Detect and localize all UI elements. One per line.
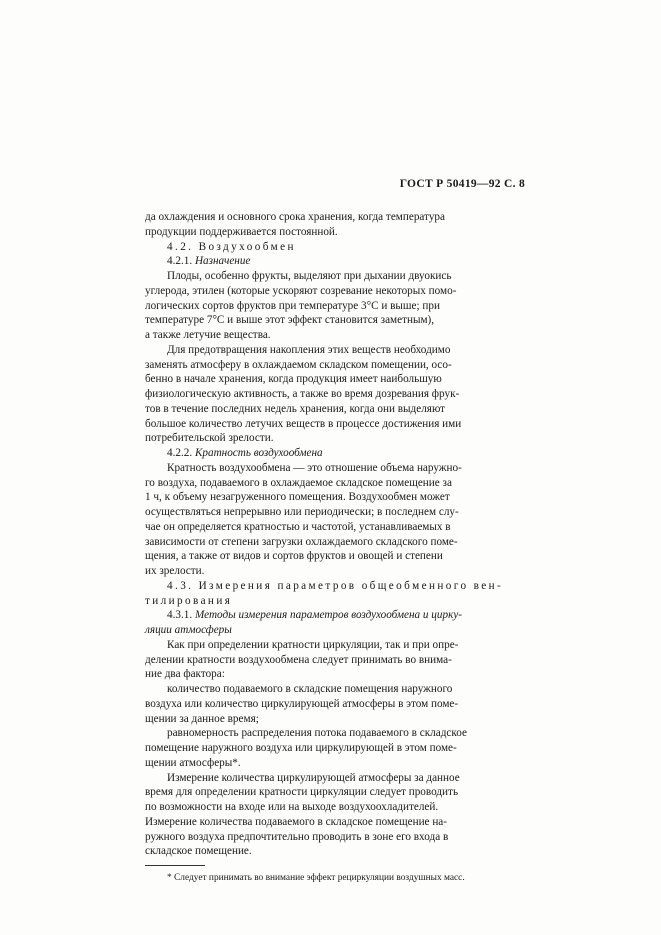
text-line: потребительской зрелости. xyxy=(145,432,274,445)
text-line: Как при определении кратности циркуляции, так и при опре- xyxy=(167,638,459,651)
text-line: тов в течение последних недель хранения, когда они выделяют xyxy=(145,402,446,415)
text-line: Кратность воздухообмена — это отношение объема наружно- xyxy=(167,461,462,474)
text-line: го воздуха, подаваемого в охлаждаемое складское помещение за xyxy=(145,476,452,489)
text-line: по возможности на входе или на выходе воздухоохладителей. xyxy=(145,801,439,813)
text-line: 1 ч, к объему незагруженного помещения. Воздухообмен может xyxy=(145,491,450,504)
text-line: количество подаваемого в складские помещения наружного xyxy=(167,683,453,695)
subsection-title-cont: ляции атмосферы xyxy=(145,624,232,636)
text-line: ние два фактора: xyxy=(145,668,225,681)
text-line: большое количество летучих веществ в процессе достижения ими xyxy=(145,417,462,430)
page-header: ГОСТ Р 50419—92 С. 8 xyxy=(399,178,525,190)
subsection-heading-4-2-1 xyxy=(145,254,517,269)
text-line: Плоды, особенно фрукты, выделяют при дыхании двуокись xyxy=(167,270,452,282)
text-line: Измерение количества подаваемого в складское помещение на- xyxy=(145,815,447,828)
text-line: а также летучие вещества. xyxy=(145,329,271,341)
text-line: Измерение количества циркулирующей атмосферы за данное xyxy=(167,771,460,784)
text-line: бенно в начале хранения, когда продукция имеет наибольшую xyxy=(145,373,442,386)
text-line: физиологическую активность, а также во время дозревания фрук- xyxy=(145,388,460,400)
text-line: Для предотвращения накопления этих веществ необходимо xyxy=(167,343,451,356)
footnote: * Следует принимать во внимание эффект рециркуляции воздушных масс. xyxy=(167,873,465,883)
text-line: продукции поддерживается постоянной. xyxy=(145,225,338,238)
footnote-divider xyxy=(145,865,205,866)
section-heading-4-2: 4.2. Воздухообмен xyxy=(167,240,296,253)
text-line: помещение наружного воздуха или циркулирующей в этом поме- xyxy=(145,742,457,754)
text-line: щении атмосферы*. xyxy=(145,756,241,769)
subsection-number: 4.2.2. xyxy=(167,447,195,459)
text-line: углерода, этилен (которые ускоряют созревание некоторых помо- xyxy=(145,284,457,297)
text-line: их зрелости. xyxy=(145,565,205,577)
text-line: делении кратности воздухообмена следует принимать во внима- xyxy=(145,653,452,666)
subsection-heading-4-2-2 xyxy=(145,446,517,461)
text-line: осуществляться непрерывно или периодически; в последнем слу- xyxy=(145,506,459,518)
subsection-number: 4.3.1. xyxy=(167,609,195,622)
subsection-number: 4.2.1. xyxy=(167,255,195,268)
text-line: время для определении кратности циркуляции следует проводить xyxy=(145,786,459,799)
text-line: чае он определяется кратностью и частотой, устанавливаемых в xyxy=(145,520,451,533)
subsection-title: Методы измерения параметров воздухообмена и цирку- xyxy=(194,609,463,622)
text-line: воздуха или количество циркулирующей атмосферы в этом поме- xyxy=(145,697,459,710)
text-line: логических сортов фруктов при температуре 3°C и выше; при xyxy=(145,299,440,312)
document-body xyxy=(145,210,517,884)
text-line: щения, а также от видов и сортов фруктов и овощей и степени xyxy=(145,550,443,563)
text-line: зависимости от степени загрузки охлаждаемого складского поме- xyxy=(145,535,458,548)
subsection-title: Назначение xyxy=(194,255,251,268)
text-line: равномерность распределения потока подаваемого в складское xyxy=(167,727,467,740)
subsection-heading-4-3-1 xyxy=(145,608,517,623)
text-line: ружного воздуха предпочтительно проводить в зоне его входа в xyxy=(145,830,449,843)
text-line: температуре 7°C и выше этот эффект становится заметным), xyxy=(145,314,435,327)
text-line: да охлаждения и основного срока хранения, когда температура xyxy=(145,211,445,223)
section-heading-4-3-cont: тилирования xyxy=(145,594,233,607)
text-line: складское помещение. xyxy=(145,845,252,858)
section-heading-4-3: 4.3. Измерения параметров общеобменного вен- xyxy=(167,579,504,592)
text-line: щении за данное время; xyxy=(145,712,259,725)
subsection-title: Кратность воздухообмена xyxy=(194,447,323,459)
text-line: заменять атмосферу в охлаждаемом складском помещении, осо- xyxy=(145,358,452,371)
